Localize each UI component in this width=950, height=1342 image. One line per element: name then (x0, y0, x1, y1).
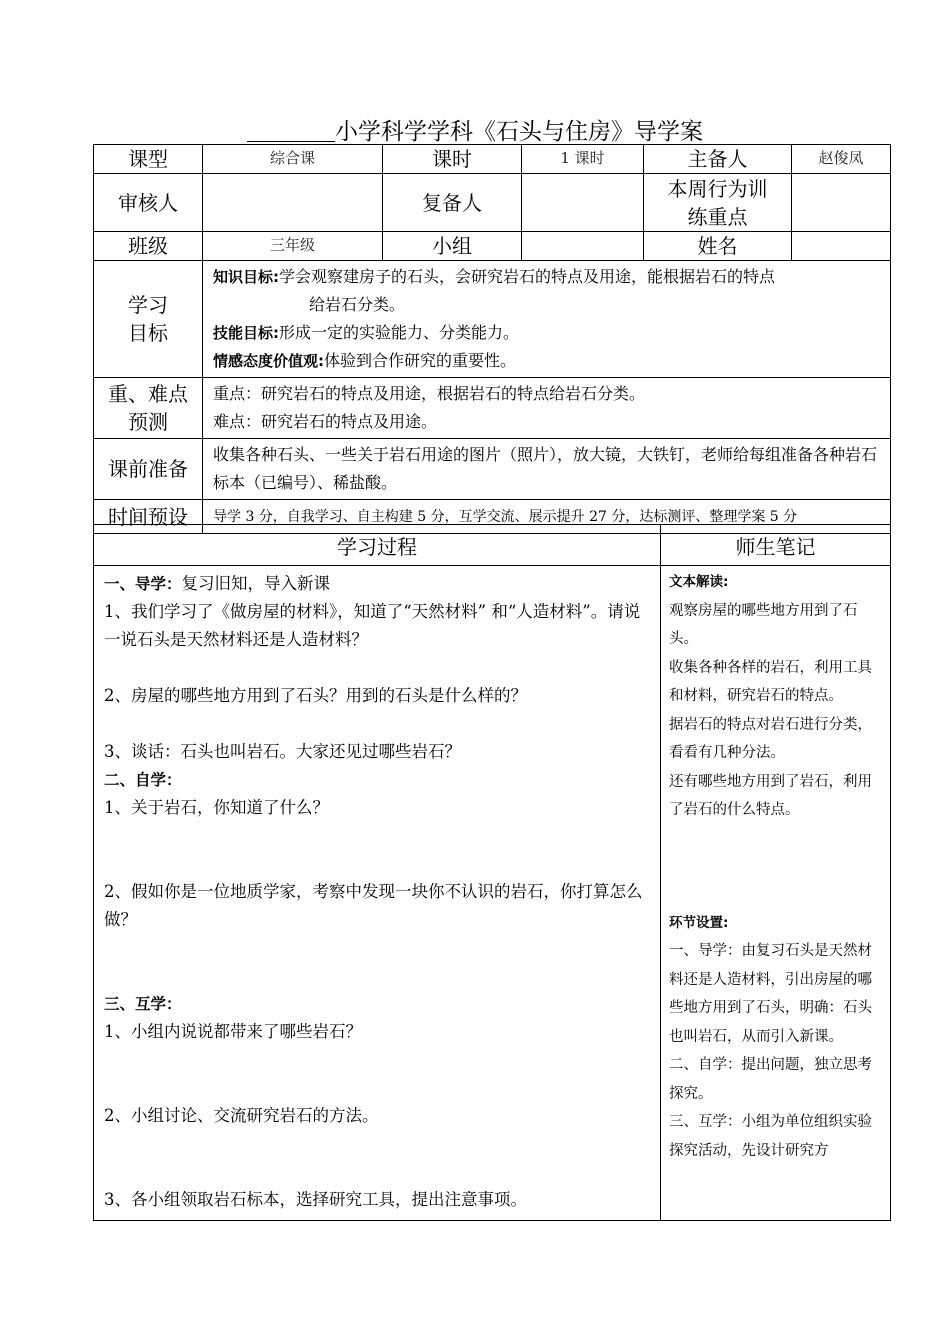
skill-goal-text: 形成一定的实验能力、分类能力。 (279, 323, 520, 342)
self-study-question-1: 1、关于岩石，你知道了什么？ (104, 798, 329, 817)
self-study-question-2: 2、假如你是一位地质学家，考察中发现一块你不认识的岩石，你打算怎么做？ (104, 882, 643, 929)
class-value: 三年级 (203, 232, 383, 261)
reviewer-value (203, 174, 383, 232)
info-table (93, 144, 891, 534)
key-point-text: 重点：研究岩石的特点及用途，根据岩石的特点给岩石分类。 (213, 384, 646, 403)
learning-goals-label-line1: 学习 (128, 293, 168, 317)
weekly-focus-label-line2: 练重点 (687, 204, 748, 229)
session-setup-title: 环节设置: (669, 914, 729, 931)
class-label: 班级 (94, 232, 203, 261)
key-points-label (94, 378, 203, 439)
process-header-left: 学习过程 (94, 525, 661, 566)
section-guide-title: 一、导学： (104, 575, 182, 593)
info-row-class (94, 232, 891, 261)
process-table (93, 524, 891, 1221)
mutual-study-question-3: 3、各小组领取岩石标本，选择研究工具，提出注意事项。 (104, 1190, 527, 1209)
note-3: 据岩石的特点对岩石进行分类，看看有几种分法。 (669, 716, 872, 761)
key-points-label-line2: 预测 (128, 410, 168, 434)
note-1: 观察房屋的哪些地方用到了石头。 (669, 602, 858, 647)
section-guide-subtitle: 复习旧知，导入新课 (181, 574, 331, 593)
key-points-label-line1: 重、难点 (108, 382, 188, 406)
period-value: 1 课时 (522, 145, 644, 174)
emotion-goal (213, 347, 882, 375)
preparation-label: 课前准备 (94, 439, 203, 500)
course-type-value: 综合课 (203, 145, 383, 174)
period-label: 课时 (383, 145, 522, 174)
time-plan-label: 时间预设 (94, 500, 203, 534)
learning-goals-row (94, 261, 891, 378)
process-header-right: 师生笔记 (661, 525, 891, 566)
emotion-goal-key: 情感态度价值观: (213, 352, 324, 370)
knowledge-goal-cont: 给岩石分类。 (309, 295, 406, 314)
time-plan-text: 导学 3 分，自我学习、自主构建 5 分，互学交流、展示提升 27 分，达标测评、整理学案 5 分 (203, 500, 891, 534)
guide-question-1: 1、我们学习了《做房屋的材料》，知道了“天然材料” 和“人造材料”。请说一说石头是天然材料还是人造材料？ (104, 602, 641, 649)
student-name-label: 姓名 (644, 232, 792, 261)
learning-process-content (94, 566, 661, 1221)
setup-3: 三、互学：小组为单位组织实验探究活动，先设计研究方 (669, 1114, 872, 1159)
knowledge-goal (213, 263, 882, 291)
course-type-label: 课型 (94, 145, 203, 174)
knowledge-goal-text: 学会观察建房子的石头，会研究岩石的特点及用途，能根据岩石的特点 (279, 267, 776, 286)
difficult-point-text: 难点：研究岩石的特点及用途。 (213, 412, 438, 431)
skill-goal (213, 319, 882, 347)
section-mutual-study-title: 三、互学： (104, 995, 182, 1013)
mutual-study-question-1: 1、小组内说说都带来了哪些岩石？ (104, 1022, 362, 1041)
group-label: 小组 (383, 232, 522, 261)
lead-preparer-value: 赵俊凤 (792, 145, 891, 174)
guide-question-2: 2、房屋的哪些地方用到了石头？用到的石头是什么样的？ (104, 686, 527, 705)
title-blank-underline (247, 119, 335, 142)
section-guide (104, 570, 652, 598)
emotion-goal-text: 体验到合作研究的重要性。 (324, 351, 517, 370)
reviewer-label: 审核人 (94, 174, 203, 232)
skill-goal-key: 技能目标: (213, 324, 279, 342)
note-2: 收集各种各样的岩石，利用工具和材料，研究岩石的特点。 (669, 659, 872, 704)
co-preparer-value (522, 174, 644, 232)
weekly-focus-value (792, 174, 891, 232)
process-body-row (94, 566, 891, 1221)
key-points-row (94, 378, 891, 439)
setup-2: 二、自学：提出问题，独立思考探究。 (669, 1057, 872, 1102)
knowledge-goal-key: 知识目标: (213, 268, 279, 286)
note-4: 还有哪些地方用到了岩石，利用了岩石的什么特点。 (669, 773, 872, 818)
process-header-row (94, 525, 891, 566)
weekly-focus-label-line1: 本周行为训 (667, 176, 768, 201)
learning-goals-content (203, 261, 891, 378)
document-title (0, 113, 950, 146)
weekly-focus-label (644, 174, 792, 232)
co-preparer-label: 复备人 (383, 174, 522, 232)
preparation-row (94, 439, 891, 500)
section-self-study-title: 二、自学： (104, 771, 182, 789)
info-row-review (94, 174, 891, 232)
text-interpretation-title: 文本解读: (669, 574, 729, 590)
learning-goals-label (94, 261, 203, 378)
mutual-study-question-2: 2、小组讨论、交流研究岩石的方法。 (104, 1106, 379, 1125)
group-value (522, 232, 644, 261)
learning-goals-label-line2: 目标 (128, 321, 168, 345)
setup-1: 一、导学：由复习石头是天然材料还是人造材料，引出房屋的哪些地方用到了石头，明确：石头也叫岩石，从而引入新课。 (669, 943, 872, 1045)
notes-content (661, 566, 891, 1221)
guide-question-3: 3、谈话：石头也叫岩石。大家还见过哪些岩石？ (104, 742, 461, 761)
info-row-course (94, 145, 891, 174)
key-points-content (203, 378, 891, 439)
lead-preparer-label: 主备人 (644, 145, 792, 174)
student-name-value (792, 232, 891, 261)
preparation-text: 收集各种石头、一些关于岩石用途的图片（照片），放大镜，大铁钉，老师给每组准备各种岩石标本（已编号）、稀盐酸。 (203, 439, 891, 500)
title-text: 小学科学学科《石头与住房》导学案 (335, 119, 703, 145)
